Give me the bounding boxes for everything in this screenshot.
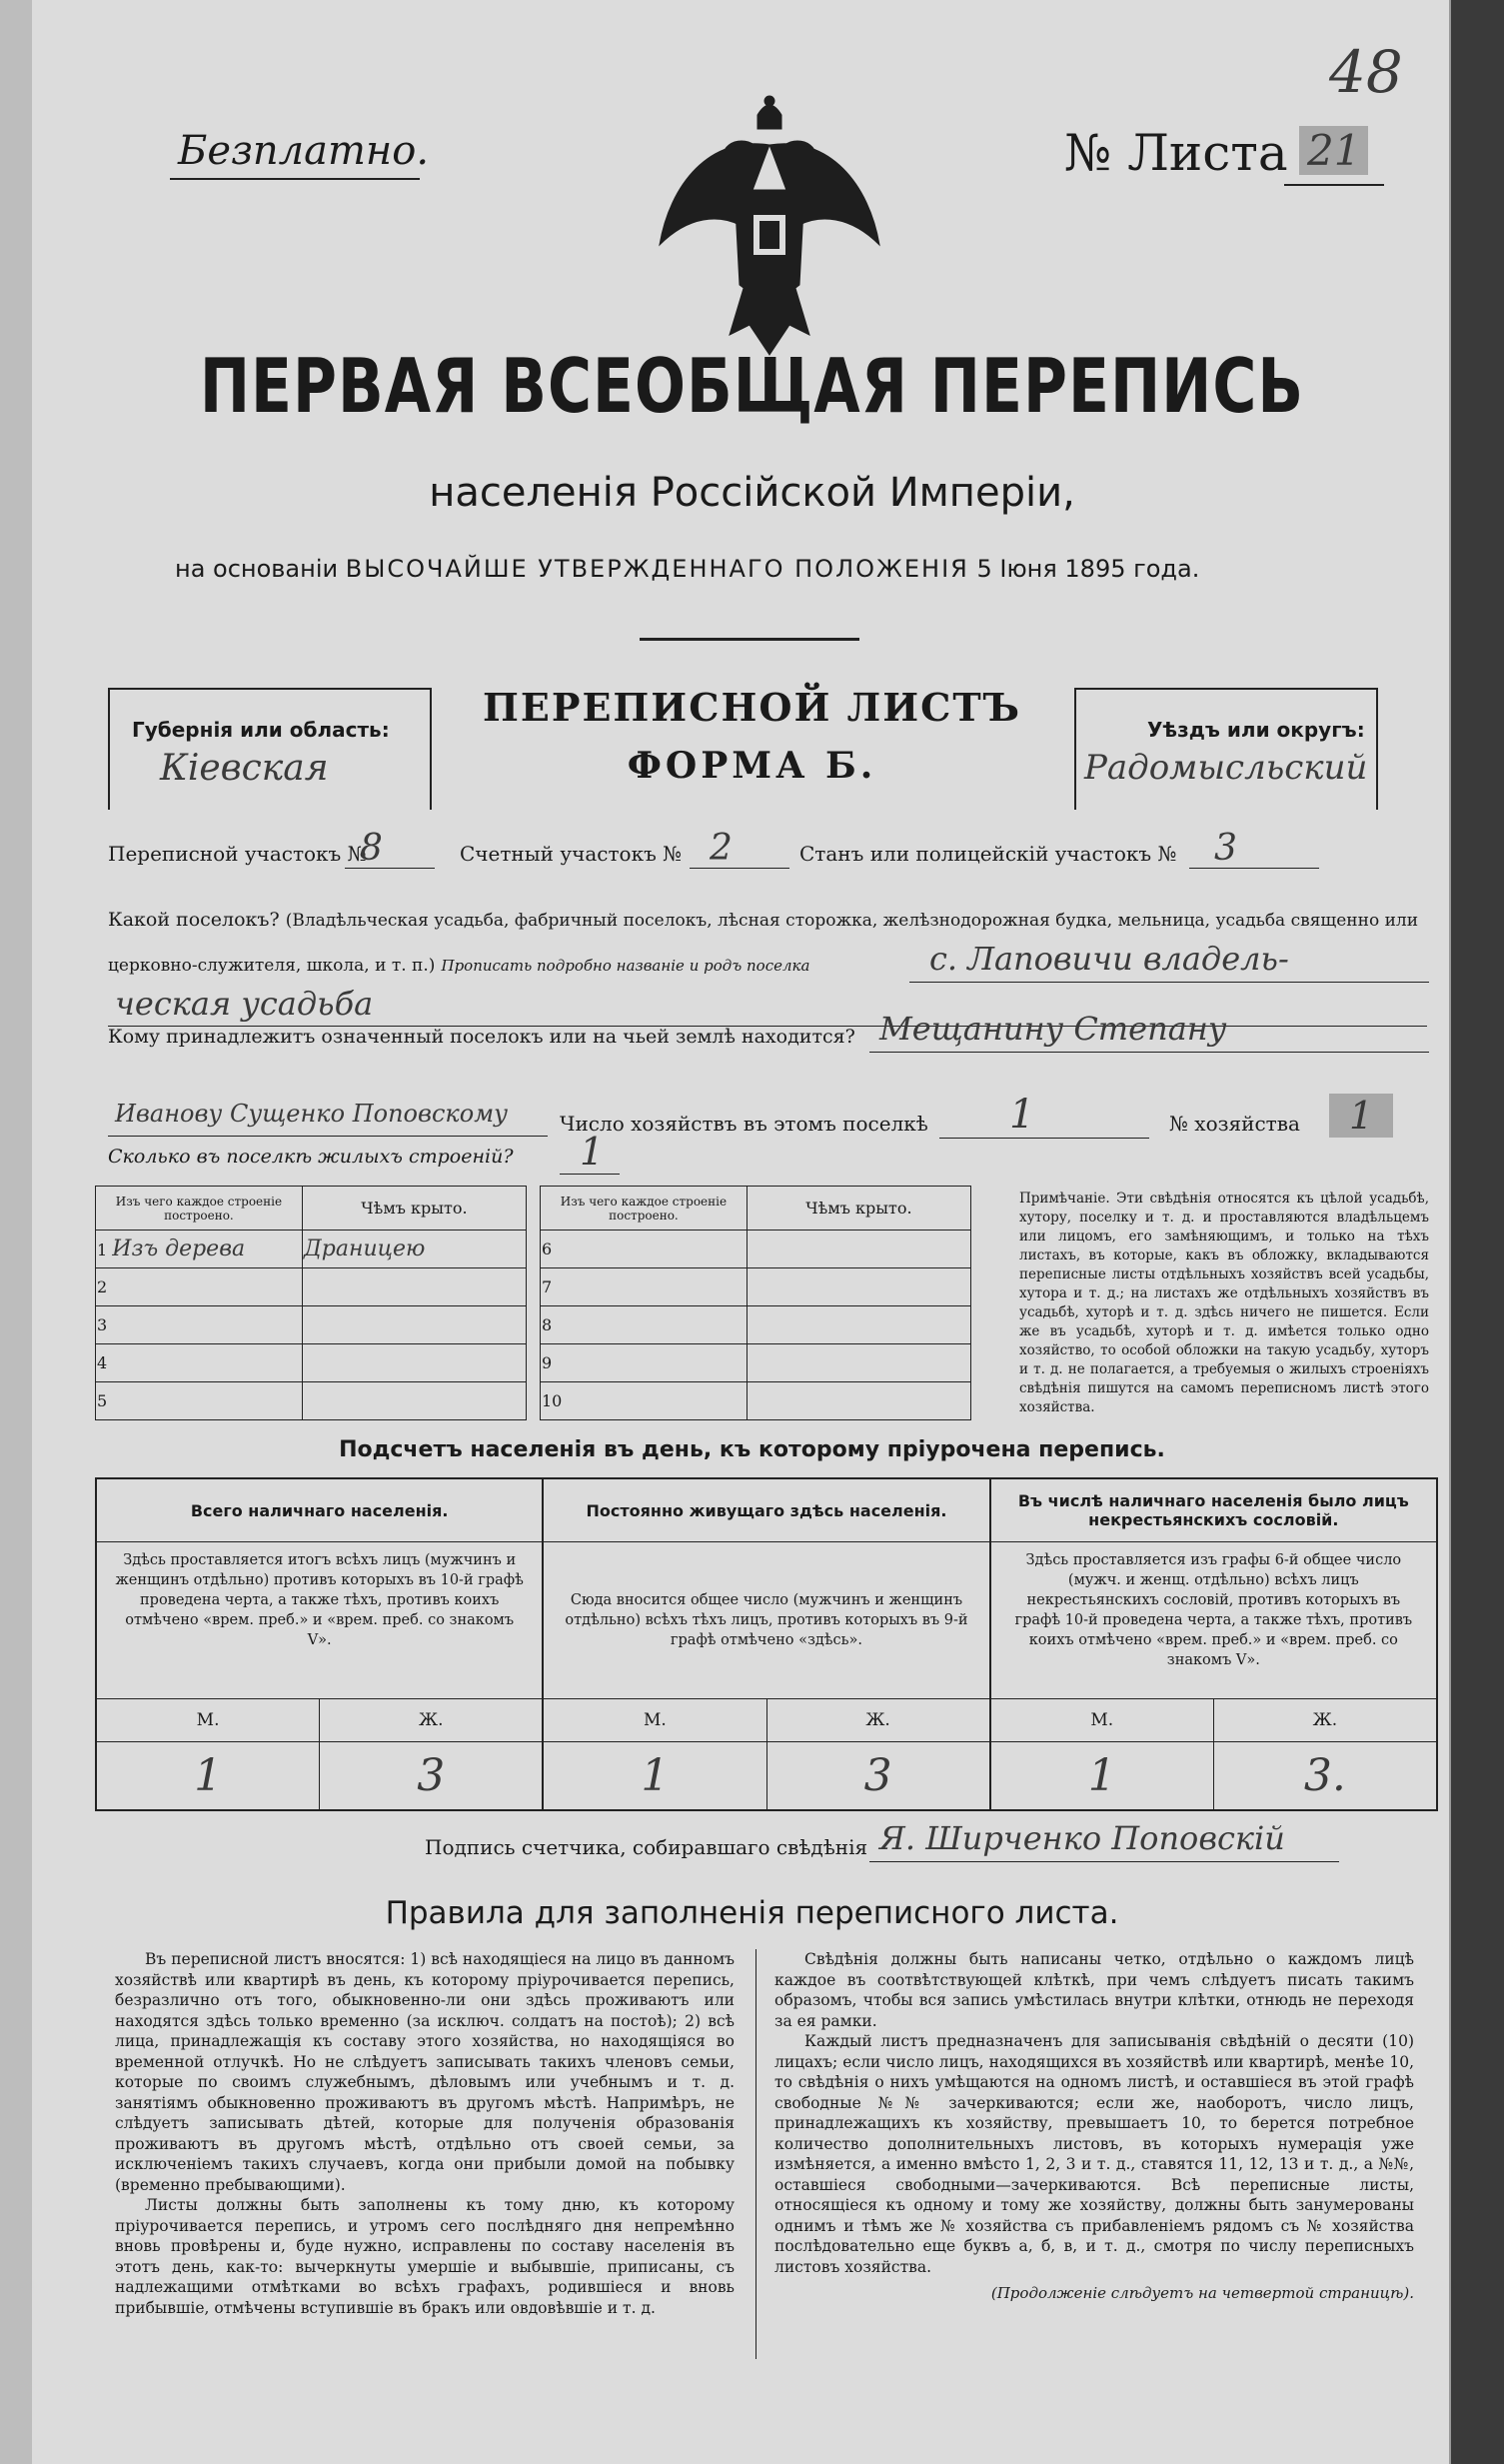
settlement-instruction: Прописать подробно названіе и родъ поселка <box>441 957 810 975</box>
province-label: Губернія или область: <box>132 718 390 742</box>
continued-note: (Продолженіе слѣдуетъ на четвертой страницѣ). <box>990 2284 1414 2302</box>
owner-value-line1: Мещанину Степану <box>879 1010 1227 1048</box>
sheet-number-label: № Листа <box>1064 124 1288 182</box>
counting-area-value: 2 <box>710 828 733 869</box>
owner-value-line2: Иванову Сущенко Поповскому <box>115 1100 509 1128</box>
female-label: Ж. <box>865 1710 890 1730</box>
owner-line2 <box>108 1136 548 1137</box>
census-area-line <box>345 868 435 869</box>
signature-value: Я. Ширченко Поповскій <box>879 1819 1285 1857</box>
population-col-total <box>97 1479 544 1809</box>
counting-area-line <box>690 868 789 869</box>
rules-left-paragraph: Листы должны быть заполнены къ тому дню, къ которому пріурочивается перепись, и утромъ сего послѣдняго дня непремѣнно вновь провѣрены и, буде нужно, исправлены по составу населенія въ этотъ день, как-то: вычеркнуты умершіе и выбывшіе, приписаны, съ надлежащими отмѣтками во всѣхъ графахъ, родившіеся и вновь прибывшіе, отмѣчены вступившіе въ бракъ или овдовѣвшіе и т. д. <box>115 2196 735 2317</box>
province-value: Кіевская <box>160 748 329 789</box>
free-label: Безплатно. <box>178 128 430 174</box>
settlement-value-line1: с. Лаповичи владель- <box>929 940 1289 978</box>
row-number: 3 <box>96 1306 303 1344</box>
census-area-value: 8 <box>360 828 383 869</box>
male-count: 1 <box>97 1742 320 1809</box>
population-header: Въ числѣ наличнаго населенія было лицъ некрестьянскихъ сословій. <box>991 1479 1436 1542</box>
female-count: 3 <box>417 1750 446 1801</box>
basis-main: ВЫСОЧАЙШЕ УТВЕРЖДЕННАГО ПОЛОЖЕНІЯ <box>345 555 969 583</box>
roof-value <box>302 1382 526 1420</box>
roof-value <box>747 1382 970 1420</box>
col-roof-header: Чѣмъ крыто. <box>302 1187 526 1231</box>
row-number: 2 <box>96 1268 303 1306</box>
owner-line1 <box>869 1052 1429 1053</box>
note-text: Примѣчаніе. Эти свѣдѣнія относятся къ цѣлой усадьбѣ, хутору, поселку и т. д. и проставляются владѣльцемъ или лицомъ, его замѣняющимъ, и только на тѣхъ листахъ, въ которые, какъ въ обложку, вкладываются переписные листы отдѣльныхъ хозяйствъ всей усадьбы, хутора и т. д.; на листахъ же отдѣльныхъ хозяйствъ въ усадьбѣ, хуторѣ и т. д. здѣсь ничего не пишется. Если же въ усадьбѣ, хуторѣ и т. д. имѣется только одно хозяйство, то особой обложки на такую усадьбу, хуторъ и т. д. не полагается, а требуемыя о жилыхъ строеніяхъ свѣдѣнія пишутся на самомъ переписномъ листѣ этого хозяйства. <box>1019 1191 1429 1415</box>
double-headed-eagle-emblem <box>650 95 889 375</box>
rules-right-paragraph: Свѣдѣнія должны быть написаны четко, отдѣльно о каждомъ лицѣ каждое въ соотвѣтствующей клѣткѣ, при чемъ слѣдуетъ писать такимъ образомъ, чтобы вся запись умѣстилась внутри клѣтки, отнюдь не переходя за ея рамки. <box>774 1950 1414 2030</box>
rules-title: Правила для заполненія переписного листа. <box>385 1895 1119 1931</box>
male-label: М. <box>544 1699 766 1741</box>
rules-left-column <box>115 1949 735 2318</box>
form-subtitle: ФОРМА Б. <box>627 745 877 787</box>
police-area-line <box>1189 868 1319 869</box>
sheet-number-value: 21 <box>1299 126 1368 175</box>
rules-right-column <box>774 1949 1414 2304</box>
table-row <box>96 1268 527 1306</box>
female-count: 3. <box>1303 1750 1346 1801</box>
row-number: 4 <box>96 1344 303 1382</box>
female-label: Ж. <box>1312 1710 1338 1730</box>
settlement-hint: (Владѣльческая усадьба, фабричный поселокъ, лѣсная сторожка, желѣзнодорожная будка, мельница, усадьба священно или церковно-служителя, школа, и т. п.) <box>108 911 1419 976</box>
page-subtitle: населенія Россійской Имперіи, <box>429 470 1075 516</box>
male-count: 1 <box>991 1742 1214 1809</box>
title-divider <box>640 638 859 641</box>
row-number: 5 <box>96 1382 303 1420</box>
roof-value <box>302 1268 526 1306</box>
col-material-header: Изъ чего каждое строеніе построено. <box>541 1187 748 1231</box>
dwellings-value: 1 <box>580 1130 605 1174</box>
signature-label: Подпись счетчика, собиравшаго свѣдѣнія <box>425 1835 868 1859</box>
table-row <box>96 1306 527 1344</box>
buildings-table-right <box>540 1186 971 1420</box>
table-row <box>96 1382 527 1420</box>
dwellings-label: Сколько въ поселкѣ жилыхъ строеній? <box>108 1146 514 1168</box>
material-value: Изъ дерева <box>112 1235 246 1261</box>
table-row <box>541 1231 971 1268</box>
row-number: 1 <box>97 1239 108 1259</box>
row-number: 8 <box>541 1306 748 1344</box>
district-label: Уѣздъ или округъ: <box>1147 718 1365 742</box>
table-row <box>541 1344 971 1382</box>
table-row <box>541 1306 971 1344</box>
households-label: Число хозяйствъ въ этомъ поселкѣ <box>560 1112 928 1136</box>
households-value: 1 <box>1009 1092 1035 1138</box>
row-number: 6 <box>541 1231 748 1268</box>
female-label: Ж. <box>419 1710 444 1730</box>
counting-area-label: Счетный участокъ № <box>460 842 683 866</box>
population-table <box>95 1477 1438 1811</box>
basis-date: 5 Іюня 1895 года. <box>976 555 1200 583</box>
row-number: 7 <box>541 1268 748 1306</box>
form-title: ПЕРЕПИСНОЙ ЛИСТЪ <box>483 685 1021 730</box>
male-label: М. <box>97 1699 320 1741</box>
male-label: М. <box>991 1699 1214 1741</box>
basis-prefix: на основаніи <box>175 555 339 583</box>
district-value: Радомысльский <box>1084 748 1368 788</box>
rules-divider <box>755 1949 756 2359</box>
buildings-table-left <box>95 1186 527 1420</box>
table-row <box>541 1382 971 1420</box>
table-row <box>96 1344 527 1382</box>
col-material-header: Изъ чего каждое строеніе построено. <box>96 1187 303 1231</box>
dwellings-line <box>560 1174 620 1175</box>
population-header: Постоянно живущаго здѣсь населенія. <box>544 1479 988 1542</box>
table-row <box>541 1268 971 1306</box>
page-title: ПЕРВАЯ ВСЕОБЩАЯ ПЕРЕПИСЬ <box>199 343 1305 431</box>
population-desc: Здѣсь проставляется изъ графы 6-й общее число (мужч. и женщ. отдѣльно) всѣхъ лицъ некрестьянскихъ сословій, противъ которыхъ въ графѣ 10-й проведена черта, а также тѣхъ, противъ коихъ отмѣчено «врем. преб.» и «врем. преб. со знакомъ V». <box>991 1542 1436 1699</box>
page-number: 48 <box>1329 38 1403 106</box>
population-col-nonpeasant <box>991 1479 1436 1809</box>
female-count: 3 <box>863 1750 892 1801</box>
population-title: Подсчетъ населенія въ день, къ которому пріурочена перепись. <box>339 1437 1165 1462</box>
settlement-value-line2: ческая усадьба <box>115 985 374 1023</box>
sheet-number-underline <box>1284 184 1384 186</box>
rules-left-paragraph: Въ переписной листъ вносятся: 1) всѣ находящіеся на лицо въ данномъ хозяйствѣ или квартирѣ въ день, къ которому пріурочивается перепись, безразлично отъ того, обыкновенно-ли они здѣсь проживаютъ или находятся здѣсь только временно (за исключ. солдатъ на постоѣ); 2) всѣ лица, принадлежащія къ составу этого хозяйства, но находящіяся во временной отлучкѣ. Но не слѣдуетъ записывать такихъ членовъ семьи, которые по своимъ служебнымъ, дѣловымъ или учебнымъ и т. д. занятіямъ обыкновенно проживаютъ въ другомъ мѣстѣ. Напримѣръ, не слѣдуетъ записывать дѣтей, которые для полученія образованія проживаютъ въ другомъ мѣстѣ, отдѣльно отъ своей семьи, за исключеніемъ такихъ случаевъ, когда они прибыли домой на побывку (временно пребывающими). <box>115 1950 735 2194</box>
settlement-question: Какой поселокъ? <box>108 909 280 931</box>
free-label-underline <box>170 178 420 180</box>
household-no-value: 1 <box>1329 1094 1393 1138</box>
population-col-resident <box>544 1479 990 1809</box>
population-desc: Здѣсь проставляется итогъ всѣхъ лицъ (мужчинъ и женщинъ отдѣльно) противъ которыхъ въ 10-й графѣ проведена черта, а также тѣхъ, противъ коихъ отмѣчено «врем. преб.» и «врем. преб. со знакомъ V». <box>97 1542 542 1699</box>
basis-line <box>175 555 1199 583</box>
roof-value <box>747 1231 970 1268</box>
roof-value <box>302 1306 526 1344</box>
settlement-line1 <box>909 982 1429 983</box>
row-number: 9 <box>541 1344 748 1382</box>
owner-question: Кому принадлежитъ означенный поселокъ или на чьей землѣ находится? <box>108 1026 855 1048</box>
household-no-label: № хозяйства <box>1169 1112 1300 1136</box>
table-row <box>96 1231 527 1268</box>
population-desc: Сюда вносится общее число (мужчинъ и женщинъ отдѣльно) всѣхъ тѣхъ лицъ, противъ которыхъ въ 9-й графѣ отмѣчено «здѣсь». <box>544 1542 988 1699</box>
row-number: 10 <box>541 1382 748 1420</box>
roof-value <box>747 1306 970 1344</box>
signature-line <box>869 1861 1339 1862</box>
roof-value: Драницею <box>302 1231 526 1268</box>
col-roof-header: Чѣмъ крыто. <box>747 1187 970 1231</box>
male-count: 1 <box>544 1742 766 1809</box>
rules-right-paragraph: Каждый листъ предназначенъ для записыванія свѣдѣній о десяти (10) лицахъ; если число лицъ, находящихся въ хозяйствѣ или квартирѣ, менѣе 10, то свѣдѣнія о нихъ умѣщаются на одномъ листѣ, и оставшіеся въ этой графѣ свободные №№ зачеркиваются; если же, наоборотъ, число лицъ, принадлежащихъ къ хозяйству, превышаетъ 10, то берется потребное количество дополнительныхъ листовъ, въ которыхъ нумерація уже измѣняется, а именно вмѣсто 1, 2, 3 и т. д., ставятся 11, 12, 13 и т. д., а №№, оставшіеся свободными—зачеркиваются. Всѣ переписные листы, относящіеся къ одному и тому же хозяйству, должны быть занумерованы однимъ и тѣмъ же № хозяйства съ прибавленіемъ рядомъ съ № хозяйства послѣдовательно еще буквъ а, б, в, и т. д., смотря по числу переписныхъ листовъ хозяйства. <box>774 2032 1414 2276</box>
roof-value <box>302 1344 526 1382</box>
police-area-value: 3 <box>1214 828 1237 869</box>
roof-value <box>747 1268 970 1306</box>
roof-value <box>747 1344 970 1382</box>
police-area-label: Станъ или полицейскій участокъ № <box>799 842 1177 866</box>
population-header: Всего наличнаго населенія. <box>97 1479 542 1542</box>
households-line <box>939 1138 1149 1139</box>
census-area-label: Переписной участокъ № <box>108 842 367 866</box>
